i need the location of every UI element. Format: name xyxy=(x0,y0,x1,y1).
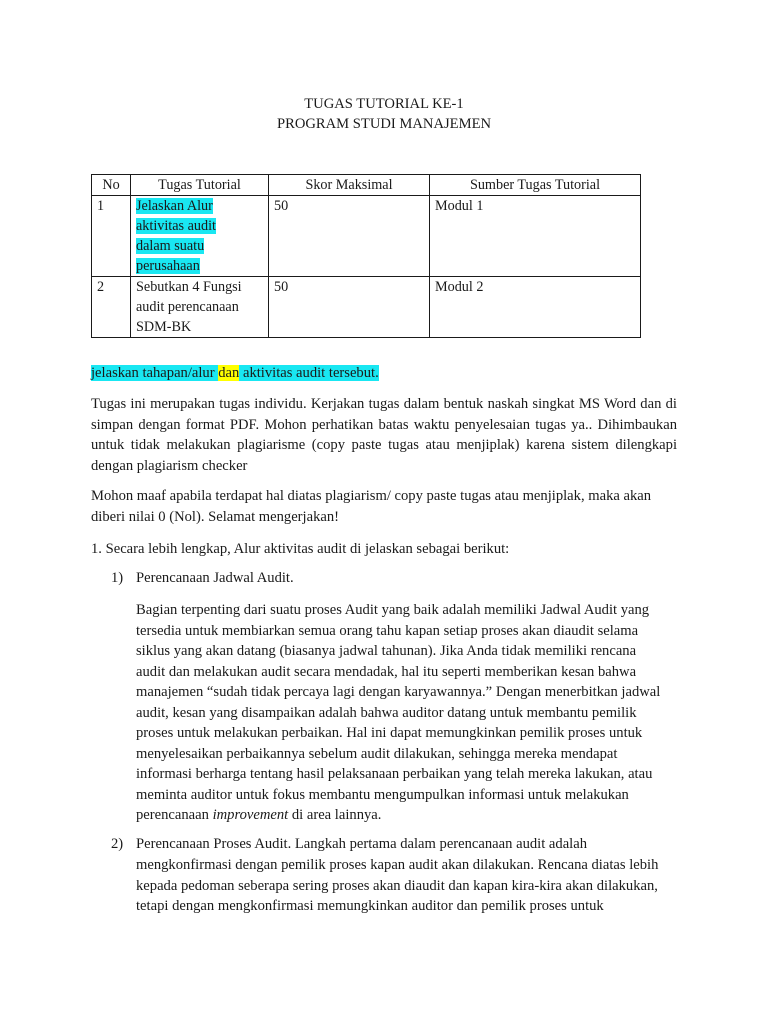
tugas-line: SDM-BK xyxy=(136,319,192,335)
table-header-row xyxy=(92,175,641,196)
tugas-line: audit perencanaan xyxy=(136,299,239,315)
body-line: menyelesaikan perbaikannya sebelum audit dilakukan, sehingga mereka mendapat xyxy=(136,745,618,762)
warning-line: diberi nilai 0 (Nol). Selamat mengerjakan! xyxy=(91,508,340,525)
body-line: siklus yang akan datang (biasanya jadwal tahunan). Jika Anda tidak memiliki rencana xyxy=(136,643,637,659)
list-item-body xyxy=(136,600,676,826)
tugas-line: Jelaskan Alur xyxy=(136,198,213,214)
header-sumber: Sumber Tugas Tutorial xyxy=(430,175,641,196)
body-line-italic: improvement xyxy=(212,807,289,823)
cell-no: 2 xyxy=(92,277,131,338)
warning-paragraph xyxy=(91,486,677,527)
cell-no: 1 xyxy=(92,196,131,277)
warning-line: Mohon maaf apabila terdapat hal diatas plagiarism/ copy paste tugas atau menjiplak, maka akan xyxy=(91,488,652,504)
table-row xyxy=(92,277,641,338)
tugas-line: aktivitas audit xyxy=(136,218,216,234)
body-line-start: perencanaan xyxy=(136,807,213,823)
instruction-part3: aktivitas audit tersebut. xyxy=(239,365,379,381)
document-title-line1: TUGAS TUTORIAL KE-1 xyxy=(304,96,464,112)
body-line: proses untuk melakukan perbaikan. Hal ini dapat memungkinkan pemilik proses untuk xyxy=(136,725,643,741)
body-line: tersedia untuk membiarkan semua orang tahu kapan setiap proses akan diaudit selama xyxy=(136,622,639,639)
header-tugas: Tugas Tutorial xyxy=(131,175,269,196)
cell-sumber: Modul 2 xyxy=(430,277,641,338)
document-title-line2: PROGRAM STUDI MANAJEMEN xyxy=(276,116,492,132)
tugas-line: perusahaan xyxy=(136,258,200,274)
list-item-heading xyxy=(111,568,294,588)
instruction-part2: dan xyxy=(218,365,240,381)
list-item-number: 2) xyxy=(111,836,124,852)
tugas-table xyxy=(91,174,641,338)
body-line: informasi berharga tentang hasil pelaksanaan perbaikan yang telah mereka lakukan, atau xyxy=(136,766,653,782)
lead-paragraph: 1. Secara lebih lengkap, Alur aktivitas audit di jelaskan sebagai berikut: xyxy=(91,541,510,557)
list-item-title: Perencanaan Proses Audit. Langkah pertama dalam perencanaan audit adalah xyxy=(136,836,587,852)
body-line: audit, kesan yang disampaikan adalah bahwa auditor datang untuk membantu pemilik xyxy=(136,704,637,721)
cell-tugas xyxy=(131,196,269,277)
list-item-title: Perencanaan Jadwal Audit. xyxy=(136,570,294,586)
cell-sumber: Modul 1 xyxy=(430,196,641,277)
table-row xyxy=(92,196,641,277)
list-item-body xyxy=(136,855,676,917)
header-skor: Skor Maksimal xyxy=(269,175,430,196)
body-line: kepada pedoman seberapa sering proses akan diaudit dan kapan kira-kira akan dilakukan, xyxy=(136,877,658,894)
list-item-heading xyxy=(111,834,587,854)
body-line: meminta auditor untuk fokus membantu mengumpulkan informasi untuk melakukan xyxy=(136,786,629,803)
cell-skor: 50 xyxy=(269,277,430,338)
cell-skor: 50 xyxy=(269,196,430,277)
body-line-end: di area lainnya. xyxy=(288,807,382,823)
instruction-part1: jelaskan tahapan/alur xyxy=(91,365,219,381)
cell-tugas xyxy=(131,277,269,338)
instruction-line xyxy=(91,363,677,384)
body-line: tetapi dengan mengkonfirmasi memungkinkan auditor dan pemilik proses untuk xyxy=(136,898,604,914)
body-line: mengkonfirmasi dengan pemilik proses kapan audit akan dilakukan. Rencana diatas lebih xyxy=(136,857,659,873)
header-no: No xyxy=(92,175,131,196)
body-line: Bagian terpenting dari suatu proses Audit yang baik adalah memiliki Jadwal Audit yang xyxy=(136,602,650,618)
body-line: manajemen “sudah tidak percaya lagi dengan karyawannya.” Dengan menerbitkan jadwal xyxy=(136,684,661,700)
tugas-line: dalam suatu xyxy=(136,238,205,254)
body-line: audit dan melakukan audit secara mendadak, hal itu seperti memberikan kesan bahwa xyxy=(136,663,637,680)
description-paragraph: Tugas ini merupakan tugas individu. Kerjakan tugas dalam bentuk naskah singkat MS Word dan di simpan dengan format PDF. Mohon perhatikan batas waktu penyelesaian tugas ya.. Dihimbaukan untuk tidak melakukan plagiarisme (copy paste tugas atau menjiplak) karena sistem dilengkapi dengan plagiarism checker xyxy=(91,396,677,474)
tugas-line: Sebutkan 4 Fungsi xyxy=(136,279,242,295)
list-item-number: 1) xyxy=(111,570,124,586)
